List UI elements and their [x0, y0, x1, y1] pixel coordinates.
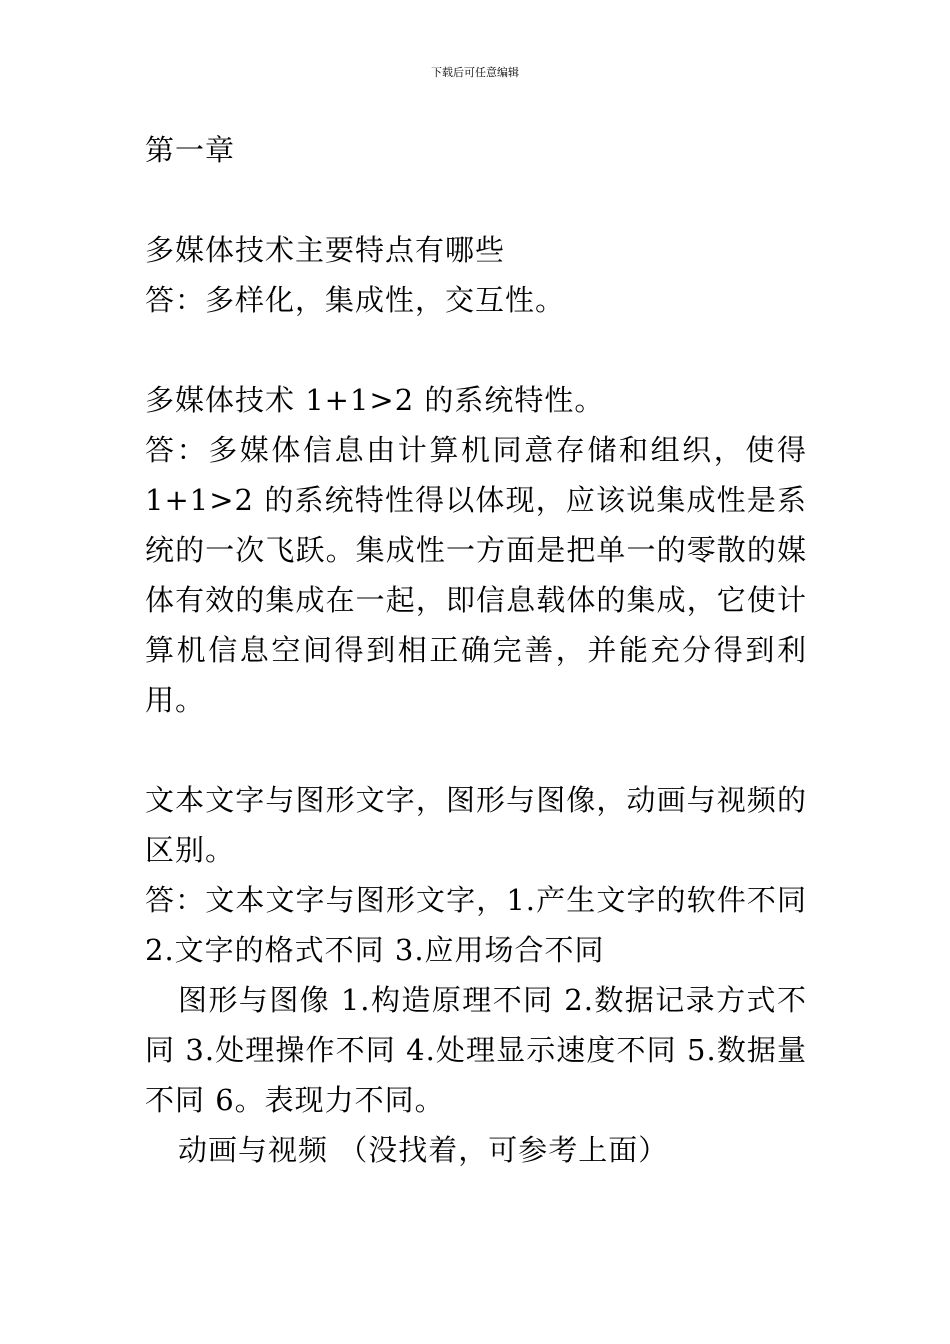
question-1: 多媒体技术主要特点有哪些	[145, 233, 506, 267]
chapter-title: 第一章	[145, 133, 236, 167]
answer-3-graphics: 图形与图像 1.构造原理不同 2.数据记录方式不同 3.处理操作不同 4.处理显示速度不同 5.数据量不同 6。表现力不同。	[145, 983, 807, 1117]
header-note: 下载后可任意编辑	[431, 66, 519, 79]
spacer	[145, 175, 807, 225]
answer-3-animation: 动画与视频 （没找着，可参考上面）	[178, 1133, 669, 1167]
question-3: 文本文字与图形文字，图形与图像，动画与视频的区别。	[145, 783, 807, 867]
document-body	[145, 125, 807, 1175]
question-2: 多媒体技术 1+1>2 的系统特性。	[145, 383, 605, 417]
spacer	[145, 725, 807, 775]
spacer	[145, 325, 807, 375]
answer-1: 答：多样化，集成性，交互性。	[145, 283, 566, 317]
answer-2: 答：多媒体信息由计算机同意存储和组织，使得 1+1>2 的系统特性得以体现，应该说集成性是系统的一次飞跃。集成性一方面是把单一的零散的媒体有效的集成在一起，即信息载体的集成，它使计算机信息空间得到相正确完善，并能充分得到利用。	[145, 433, 807, 717]
answer-3-text: 答：文本文字与图形文字，1.产生文字的软件不同 2.文字的格式不同 3.应用场合不同	[145, 883, 807, 967]
